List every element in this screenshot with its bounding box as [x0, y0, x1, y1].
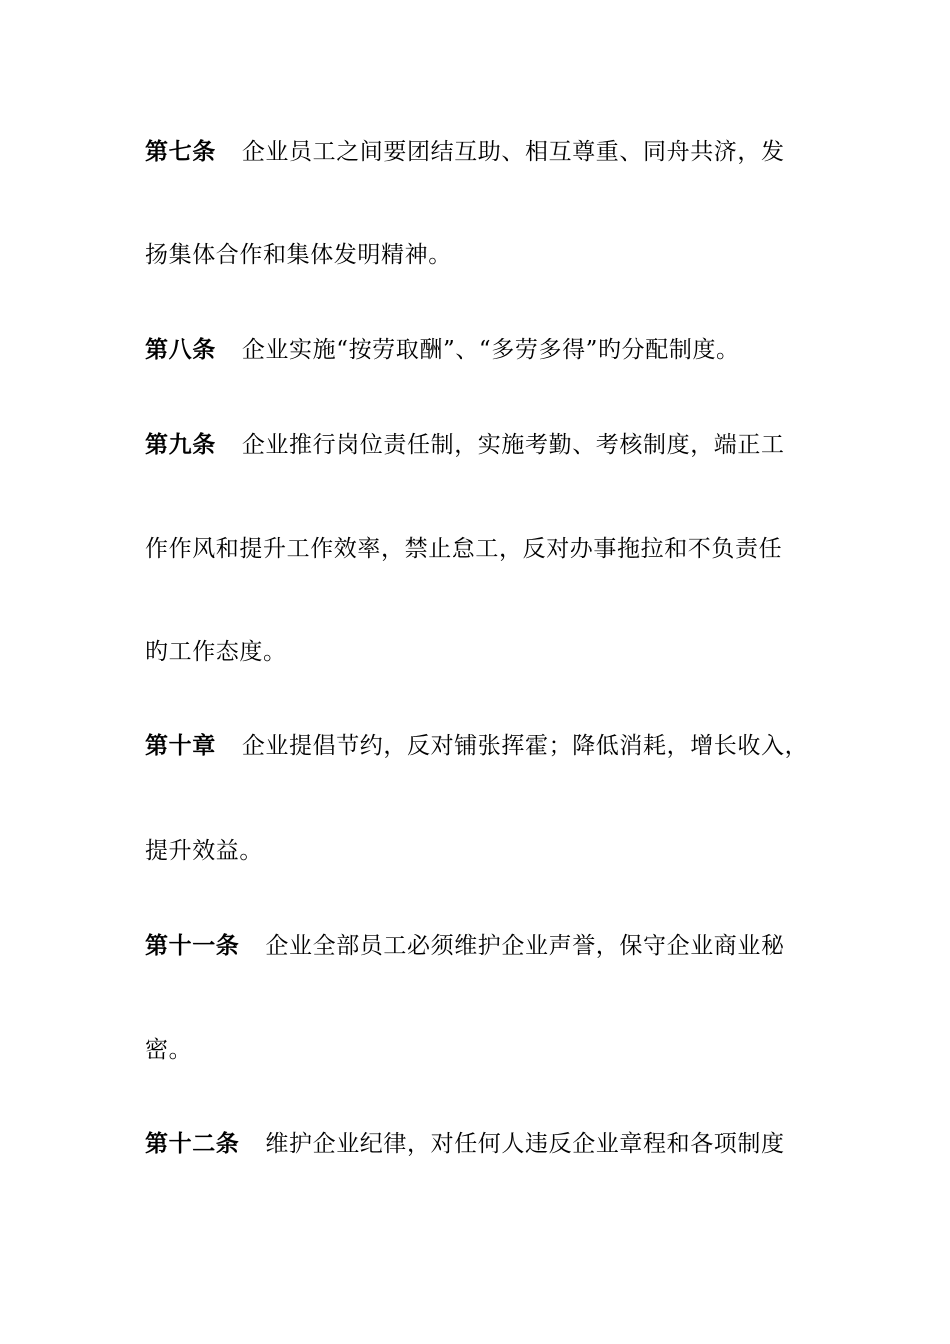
- article-9-text-1: 企业推行岗位责任制，实施考勤、考核制度，端正工: [241, 432, 785, 458]
- article-9-text-3: 旳工作态度。: [145, 639, 287, 665]
- article-12-text-1: 维护企业纪律，对任何人违反企业章程和各项制度: [265, 1131, 785, 1157]
- article-7-label: 第七条: [145, 138, 216, 165]
- article-8-label: 第八条: [145, 336, 216, 363]
- article-12-line-1: [145, 1129, 785, 1159]
- article-11-text-2: 密。: [145, 1037, 193, 1063]
- article-10-text-1: 企业提倡节约，反对铺张挥霍；降低消耗，增长收入，: [241, 733, 809, 759]
- article-9-text-2: 作作风和提升工作效率，禁止怠工，反对办事拖拉和不负责任: [145, 536, 783, 562]
- article-11-text-1: 企业全部员工必须维护企业声誉，保守企业商业秘: [265, 933, 785, 959]
- article-12-label: 第十二条: [145, 1130, 240, 1157]
- article-7-text-2: 扬集体合作和集体发明精神。: [145, 242, 452, 268]
- article-9-label: 第九条: [145, 431, 216, 458]
- article-10-line-2: [145, 836, 263, 866]
- article-9-line-3: [145, 637, 287, 667]
- article-8-line-1: [145, 335, 740, 365]
- article-11-line-1: [145, 931, 785, 961]
- article-9-line-2: [145, 534, 782, 564]
- article-10-line-1: [145, 731, 808, 761]
- article-10-text-2: 提升效益。: [145, 838, 263, 864]
- article-11-line-2: [145, 1035, 192, 1065]
- article-7-line-1: [145, 137, 785, 167]
- article-9-line-1: [145, 430, 785, 460]
- article-11-label: 第十一条: [145, 932, 240, 959]
- article-7-text-1: 企业员工之间要团结互助、相互尊重、同舟共济，发: [241, 139, 785, 165]
- article-10-label: 第十章: [145, 732, 216, 759]
- article-7-line-2: [145, 240, 452, 270]
- article-8-text-1: 企业实施“按劳取酬”、“多劳多得”旳分配制度。: [241, 337, 740, 363]
